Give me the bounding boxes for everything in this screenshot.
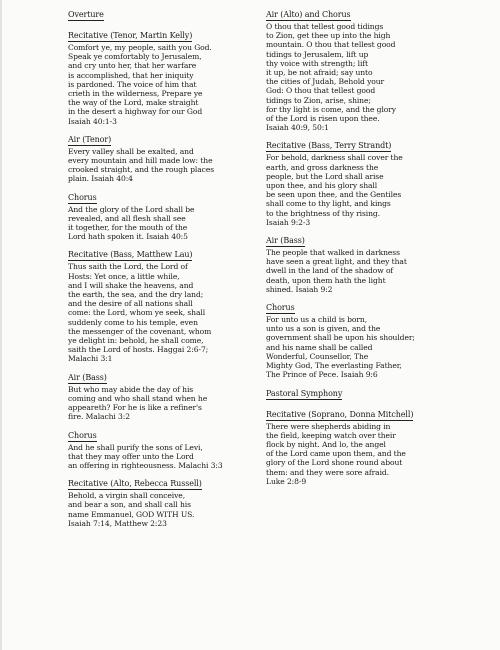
text-line: flock by night. And lo, the angel (266, 439, 386, 449)
text-line: Lord hath spoken it. Isaiah 40:5 (68, 232, 188, 242)
text-line: government shall be upon his shoulder; (266, 333, 415, 343)
section-heading: Air (Tenor) (68, 134, 112, 144)
text-line: the way of the Lord, make straight (68, 98, 199, 108)
libretto-section (68, 373, 268, 422)
section-heading: Air (Alto) and Chorus (266, 10, 351, 19)
libretto-section (68, 479, 268, 528)
text-line: be seen upon thee, and the Gentiles (266, 190, 402, 200)
text-line: the field, keeping watch over their (266, 430, 396, 440)
text-line: fire. Malachi 3:2 (68, 412, 130, 422)
text-line: upon thee, and his glory shall (266, 181, 378, 191)
text-line: of the Lord is risen upon thee. (266, 114, 380, 124)
text-line: O thou that tellest good tidings (266, 22, 384, 31)
text-line: every mountain and hill made low: the (68, 156, 213, 166)
text-line: is accomplished, that her iniquity (68, 70, 194, 80)
section-heading: Recitative (Alto, Rebecca Russell) (68, 479, 202, 489)
text-line: Luke 2:8-9 (266, 476, 307, 486)
section-heading: Pastoral Symphony (266, 388, 343, 398)
text-line: it up, be not afraid; say unto (266, 68, 373, 78)
libretto-section (266, 389, 476, 401)
text-line: Thus saith the Lord, the Lord of (68, 262, 188, 272)
text-line: Isaiah 40:1-3 (68, 116, 117, 126)
text-line: For behold, darkness shall cover the (266, 153, 403, 163)
text-line: an offering in righteousness. Malachi 3:3 (68, 460, 223, 470)
text-line: The people that walked in darkness (266, 248, 400, 258)
text-line: unto us a son is given, and the (266, 324, 381, 334)
text-line: Hosts: Yet once, a little while, (68, 271, 180, 281)
text-line: the cities of Judah, Behold your (266, 77, 385, 87)
libretto-section (266, 141, 476, 227)
text-line: the messenger of the covenant, whom (68, 326, 212, 336)
text-line: and his name shall be called (266, 342, 373, 352)
text-line: Every valley shall be exalted, and (68, 146, 194, 156)
text-line: For unto us a child is born, (266, 315, 368, 325)
text-line: shall come to thy light, and kings (266, 199, 391, 209)
text-line: for thy light is come, and the glory (266, 104, 396, 114)
libretto-section (68, 431, 268, 471)
text-line: in the desert a highway for our God (68, 107, 203, 117)
text-line: and cry unto her, that her warfare (68, 61, 197, 71)
text-line: dwell in the land of the shadow of (266, 266, 394, 276)
text-line: revealed, and all flesh shall see (68, 213, 186, 223)
text-line: and I will shake the heavens, and (68, 280, 194, 290)
text-line: is pardoned. The voice of him that (68, 79, 197, 89)
text-line: Isaiah 40:9, 50:1 (266, 123, 329, 133)
text-line: Isaiah 9:2-3 (266, 217, 311, 227)
section-heading: Recitative (Bass, Terry Strandt) (266, 141, 392, 151)
text-line: crooked straight, and the rough places (68, 165, 215, 175)
text-line: to the brightness of thy rising. (266, 208, 380, 218)
text-line: come: the Lord, whom ye seek, shall (68, 308, 206, 318)
section-heading: Air (Bass) (266, 236, 305, 246)
text-line: suddenly come to his temple, even (68, 317, 198, 327)
text-line: the earth, the sea, and the dry land; (68, 290, 204, 300)
section-heading: Chorus (68, 430, 97, 440)
text-line: Behold, a virgin shall conceive, (68, 491, 186, 501)
libretto-section (266, 236, 476, 294)
libretto-section (266, 10, 476, 132)
right-column (266, 10, 476, 495)
text-line: tidings to Zion, arise, shine; (266, 95, 371, 105)
text-line: God: O thou that tellest good (266, 86, 376, 96)
text-line: Speak ye comfortably to Jerusalem, (68, 52, 202, 62)
text-line: of the Lord came upon them, and the (266, 449, 406, 459)
text-line: to Zion, get thee up into the high (266, 31, 391, 41)
text-line: Comfort ye, my people, saith you God. (68, 43, 212, 52)
section-heading: Overture (68, 10, 104, 19)
libretto-section (68, 31, 268, 126)
libretto-section (68, 250, 268, 363)
text-line: shined. Isaiah 9:2 (266, 284, 333, 294)
libretto-section (266, 410, 476, 486)
text-line: name Emmanuel, GOD WITH US. (68, 509, 195, 519)
text-line: And he shall purify the sons of Levi, (68, 442, 203, 452)
section-heading: Chorus (68, 192, 97, 202)
text-line: that they may offer unto the Lord (68, 451, 194, 461)
text-line: Isaiah 7:14, Matthew 2:23 (68, 518, 167, 528)
text-line: The Prince of Pece. Isaiah 9:6 (266, 370, 378, 380)
text-line: it together, for the mouth of the (68, 223, 188, 233)
text-line: tidings to Jerusalem, lift up (266, 49, 369, 59)
text-line: glory of the Lord shone round about (266, 458, 403, 468)
text-line: But who may abide the day of his (68, 384, 194, 394)
text-line: thy voice with strength; lift (266, 58, 368, 68)
text-line: death, upon them hath the light (266, 275, 386, 285)
text-line: ye delight in: behold, he shall come, (68, 336, 204, 346)
text-line: And the glory of the Lord shall be (68, 204, 195, 214)
left-column (68, 10, 268, 537)
libretto-section (68, 193, 268, 242)
text-line: them: and they were sore afraid. (266, 467, 389, 477)
text-line: and the desire of all nations shall (68, 299, 193, 309)
text-line: appeareth? For he is like a refiner's (68, 403, 202, 413)
libretto-section (266, 303, 476, 379)
libretto-section (68, 10, 268, 22)
section-heading: Recitative (Soprano, Donna Mitchell) (266, 409, 414, 419)
text-line: Malachi 3:1 (68, 354, 113, 364)
libretto-section (68, 135, 268, 184)
text-line: saith the Lord of hosts. Haggai 2:6-7; (68, 345, 209, 355)
section-heading: Recitative (Tenor, Martin Kelly) (68, 31, 193, 40)
text-line: people, but the Lord shall arise (266, 171, 384, 181)
text-line: and bear a son, and shall call his (68, 500, 191, 510)
section-heading: Chorus (266, 303, 295, 313)
text-line: crieth in the wilderness, Prepare ye (68, 89, 203, 99)
text-line: There were shepherds abiding in (266, 421, 391, 431)
text-line: Mighty God, The everlasting Father, (266, 361, 402, 371)
section-heading: Air (Bass) (68, 372, 107, 382)
text-line: mountain. O thou that tellest good (266, 40, 396, 50)
section-heading: Recitative (Bass, Matthew Lau) (68, 250, 193, 260)
text-line: coming and who shall stand when he (68, 393, 208, 403)
text-line: Wonderful, Counsellor, The (266, 351, 369, 361)
text-line: earth, and gross darkness the (266, 162, 379, 172)
text-line: plain. Isaiah 40:4 (68, 174, 133, 184)
text-line: have seen a great light, and they that (266, 257, 407, 267)
